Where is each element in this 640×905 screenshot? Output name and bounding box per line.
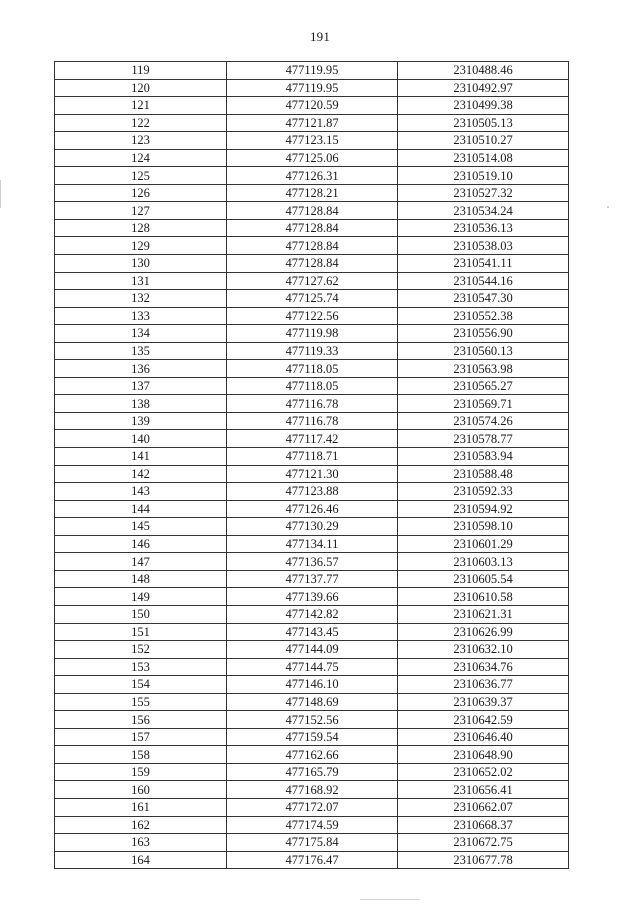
y-coordinate-cell: 2310621.31: [398, 605, 569, 623]
y-coordinate-cell: 2310556.90: [398, 325, 569, 343]
x-coordinate-cell: 477174.59: [227, 816, 398, 834]
x-coordinate-cell: 477146.10: [227, 676, 398, 694]
x-coordinate-cell: 477128.84: [227, 202, 398, 220]
y-coordinate-cell: 2310544.16: [398, 272, 569, 290]
y-coordinate-cell: 2310598.10: [398, 518, 569, 536]
y-coordinate-cell: 2310578.77: [398, 430, 569, 448]
x-coordinate-cell: 477144.75: [227, 658, 398, 676]
point-number-cell: 152: [55, 641, 227, 659]
table-row: [55, 79, 569, 97]
point-number-cell: 136: [55, 360, 227, 378]
y-coordinate-cell: 2310565.27: [398, 377, 569, 395]
point-number-cell: 120: [55, 79, 227, 97]
x-coordinate-cell: 477126.31: [227, 167, 398, 185]
x-coordinate-cell: 477143.45: [227, 623, 398, 641]
y-coordinate-cell: 2310547.30: [398, 290, 569, 308]
x-coordinate-cell: 477176.47: [227, 851, 398, 869]
point-number-cell: 124: [55, 149, 227, 167]
x-coordinate-cell: 477128.84: [227, 255, 398, 273]
table-row: [55, 360, 569, 378]
table-row: [55, 412, 569, 430]
point-number-cell: 147: [55, 553, 227, 571]
x-coordinate-cell: 477121.87: [227, 114, 398, 132]
point-number-cell: 155: [55, 693, 227, 711]
table-row: [55, 763, 569, 781]
table-row: [55, 535, 569, 553]
y-coordinate-cell: 2310642.59: [398, 711, 569, 729]
table-row: [55, 325, 569, 343]
x-coordinate-cell: 477137.77: [227, 570, 398, 588]
x-coordinate-cell: 477121.30: [227, 465, 398, 483]
y-coordinate-cell: 2310668.37: [398, 816, 569, 834]
x-coordinate-cell: 477118.71: [227, 448, 398, 466]
point-number-cell: 156: [55, 711, 227, 729]
scan-speck-right: [607, 206, 609, 208]
point-number-cell: 154: [55, 676, 227, 694]
y-coordinate-cell: 2310538.03: [398, 237, 569, 255]
point-number-cell: 121: [55, 97, 227, 115]
x-coordinate-cell: 477144.09: [227, 641, 398, 659]
table-row: [55, 570, 569, 588]
point-number-cell: 142: [55, 465, 227, 483]
table-row: [55, 728, 569, 746]
y-coordinate-cell: 2310519.10: [398, 167, 569, 185]
x-coordinate-cell: 477128.84: [227, 219, 398, 237]
point-number-cell: 153: [55, 658, 227, 676]
point-number-cell: 143: [55, 483, 227, 501]
table-row: [55, 97, 569, 115]
y-coordinate-cell: 2310552.38: [398, 307, 569, 325]
point-number-cell: 133: [55, 307, 227, 325]
point-number-cell: 150: [55, 605, 227, 623]
table-row: [55, 62, 569, 80]
x-coordinate-cell: 477130.29: [227, 518, 398, 536]
y-coordinate-cell: 2310499.38: [398, 97, 569, 115]
point-number-cell: 158: [55, 746, 227, 764]
table-row: [55, 851, 569, 869]
table-row: [55, 483, 569, 501]
table-row: [55, 430, 569, 448]
table-row: [55, 553, 569, 571]
point-number-cell: 162: [55, 816, 227, 834]
table-row: [55, 272, 569, 290]
y-coordinate-cell: 2310492.97: [398, 79, 569, 97]
y-coordinate-cell: 2310672.75: [398, 834, 569, 852]
point-number-cell: 157: [55, 728, 227, 746]
y-coordinate-cell: 2310505.13: [398, 114, 569, 132]
y-coordinate-cell: 2310563.98: [398, 360, 569, 378]
table-row: [55, 781, 569, 799]
point-number-cell: 129: [55, 237, 227, 255]
y-coordinate-cell: 2310610.58: [398, 588, 569, 606]
x-coordinate-cell: 477118.05: [227, 360, 398, 378]
x-coordinate-cell: 477152.56: [227, 711, 398, 729]
x-coordinate-cell: 477134.11: [227, 535, 398, 553]
table-row: [55, 448, 569, 466]
coordinates-table: [54, 61, 569, 869]
table-row: [55, 290, 569, 308]
y-coordinate-cell: 2310594.92: [398, 500, 569, 518]
table-row: [55, 395, 569, 413]
y-coordinate-cell: 2310541.11: [398, 255, 569, 273]
table-row: [55, 816, 569, 834]
y-coordinate-cell: 2310605.54: [398, 570, 569, 588]
point-number-cell: 144: [55, 500, 227, 518]
x-coordinate-cell: 477128.84: [227, 237, 398, 255]
point-number-cell: 122: [55, 114, 227, 132]
x-coordinate-cell: 477123.88: [227, 483, 398, 501]
table-row: [55, 834, 569, 852]
point-number-cell: 159: [55, 763, 227, 781]
point-number-cell: 148: [55, 570, 227, 588]
x-coordinate-cell: 477142.82: [227, 605, 398, 623]
point-number-cell: 119: [55, 62, 227, 80]
point-number-cell: 139: [55, 412, 227, 430]
y-coordinate-cell: 2310514.08: [398, 149, 569, 167]
table-row: [55, 114, 569, 132]
point-number-cell: 149: [55, 588, 227, 606]
y-coordinate-cell: 2310534.24: [398, 202, 569, 220]
x-coordinate-cell: 477159.54: [227, 728, 398, 746]
x-coordinate-cell: 477119.95: [227, 62, 398, 80]
x-coordinate-cell: 477126.46: [227, 500, 398, 518]
x-coordinate-cell: 477165.79: [227, 763, 398, 781]
point-number-cell: 132: [55, 290, 227, 308]
x-coordinate-cell: 477118.05: [227, 377, 398, 395]
table-row: [55, 676, 569, 694]
table-row: [55, 219, 569, 237]
table-row: [55, 255, 569, 273]
point-number-cell: 125: [55, 167, 227, 185]
y-coordinate-cell: 2310560.13: [398, 342, 569, 360]
table-row: [55, 237, 569, 255]
x-coordinate-cell: 477148.69: [227, 693, 398, 711]
point-number-cell: 151: [55, 623, 227, 641]
x-coordinate-cell: 477172.07: [227, 798, 398, 816]
x-coordinate-cell: 477116.78: [227, 412, 398, 430]
y-coordinate-cell: 2310592.33: [398, 483, 569, 501]
point-number-cell: 128: [55, 219, 227, 237]
point-number-cell: 126: [55, 184, 227, 202]
point-number-cell: 134: [55, 325, 227, 343]
x-coordinate-cell: 477136.57: [227, 553, 398, 571]
point-number-cell: 145: [55, 518, 227, 536]
table-row: [55, 518, 569, 536]
y-coordinate-cell: 2310648.90: [398, 746, 569, 764]
y-coordinate-cell: 2310632.10: [398, 641, 569, 659]
page-number: 191: [309, 29, 331, 44]
y-coordinate-cell: 2310536.13: [398, 219, 569, 237]
y-coordinate-cell: 2310603.13: [398, 553, 569, 571]
x-coordinate-cell: 477119.95: [227, 79, 398, 97]
x-coordinate-cell: 477120.59: [227, 97, 398, 115]
table-row: [55, 746, 569, 764]
table-row: [55, 605, 569, 623]
x-coordinate-cell: 477139.66: [227, 588, 398, 606]
y-coordinate-cell: 2310626.99: [398, 623, 569, 641]
table-row: [55, 202, 569, 220]
y-coordinate-cell: 2310574.26: [398, 412, 569, 430]
x-coordinate-cell: 477116.78: [227, 395, 398, 413]
y-coordinate-cell: 2310569.71: [398, 395, 569, 413]
x-coordinate-cell: 477127.62: [227, 272, 398, 290]
x-coordinate-cell: 477175.84: [227, 834, 398, 852]
y-coordinate-cell: 2310601.29: [398, 535, 569, 553]
x-coordinate-cell: 477119.98: [227, 325, 398, 343]
y-coordinate-cell: 2310583.94: [398, 448, 569, 466]
table-row: [55, 641, 569, 659]
point-number-cell: 123: [55, 132, 227, 150]
x-coordinate-cell: 477162.66: [227, 746, 398, 764]
x-coordinate-cell: 477122.56: [227, 307, 398, 325]
y-coordinate-cell: 2310634.76: [398, 658, 569, 676]
point-number-cell: 137: [55, 377, 227, 395]
point-number-cell: 141: [55, 448, 227, 466]
y-coordinate-cell: 2310636.77: [398, 676, 569, 694]
x-coordinate-cell: 477123.15: [227, 132, 398, 150]
table-row: [55, 693, 569, 711]
point-number-cell: 163: [55, 834, 227, 852]
y-coordinate-cell: 2310527.32: [398, 184, 569, 202]
x-coordinate-cell: 477117.42: [227, 430, 398, 448]
y-coordinate-cell: 2310646.40: [398, 728, 569, 746]
table-row: [55, 307, 569, 325]
x-coordinate-cell: 477128.21: [227, 184, 398, 202]
y-coordinate-cell: 2310488.46: [398, 62, 569, 80]
table-row: [55, 500, 569, 518]
x-coordinate-cell: 477125.74: [227, 290, 398, 308]
x-coordinate-cell: 477168.92: [227, 781, 398, 799]
point-number-cell: 160: [55, 781, 227, 799]
table-row: [55, 711, 569, 729]
coordinates-table-container: [54, 61, 568, 869]
point-number-cell: 131: [55, 272, 227, 290]
table-row: [55, 149, 569, 167]
y-coordinate-cell: 2310510.27: [398, 132, 569, 150]
table-row: [55, 623, 569, 641]
table-row: [55, 342, 569, 360]
scan-edge-mark-bottom: [360, 899, 420, 900]
point-number-cell: 140: [55, 430, 227, 448]
table-row: [55, 167, 569, 185]
table-row: [55, 658, 569, 676]
point-number-cell: 130: [55, 255, 227, 273]
y-coordinate-cell: 2310588.48: [398, 465, 569, 483]
x-coordinate-cell: 477125.06: [227, 149, 398, 167]
y-coordinate-cell: 2310662.07: [398, 798, 569, 816]
coordinates-table-body: [55, 62, 569, 869]
table-row: [55, 184, 569, 202]
table-row: [55, 798, 569, 816]
y-coordinate-cell: 2310656.41: [398, 781, 569, 799]
table-row: [55, 588, 569, 606]
point-number-cell: 127: [55, 202, 227, 220]
table-row: [55, 377, 569, 395]
point-number-cell: 135: [55, 342, 227, 360]
y-coordinate-cell: 2310677.78: [398, 851, 569, 869]
point-number-cell: 138: [55, 395, 227, 413]
table-row: [55, 465, 569, 483]
scan-edge-mark-left: [0, 180, 1, 208]
point-number-cell: 146: [55, 535, 227, 553]
x-coordinate-cell: 477119.33: [227, 342, 398, 360]
point-number-cell: 161: [55, 798, 227, 816]
table-row: [55, 132, 569, 150]
y-coordinate-cell: 2310639.37: [398, 693, 569, 711]
y-coordinate-cell: 2310652.02: [398, 763, 569, 781]
point-number-cell: 164: [55, 851, 227, 869]
